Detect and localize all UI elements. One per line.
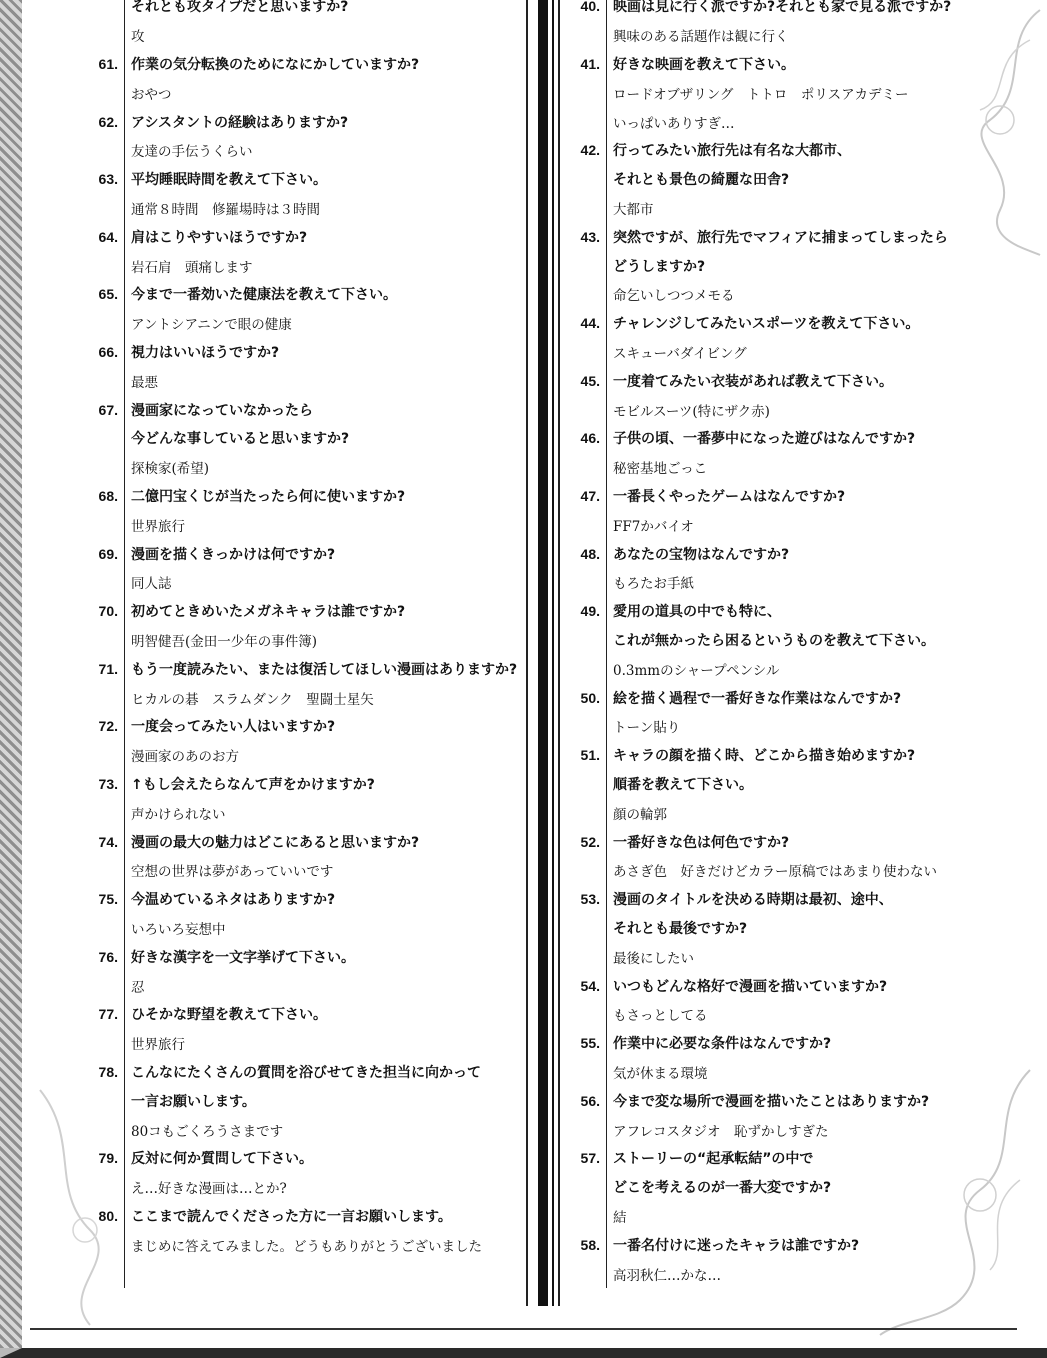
question-number xyxy=(566,21,606,50)
question-text: 漫画を描くきっかけは何ですか? xyxy=(124,539,520,568)
question-number xyxy=(566,338,606,367)
question-row xyxy=(566,1144,1002,1173)
question-number xyxy=(84,568,124,597)
question-row xyxy=(84,165,520,194)
question-text: もう一度読みたい、または復活してほしい漫画はありますか? xyxy=(124,654,520,683)
question-number xyxy=(566,1115,606,1144)
answer-text: もろたお手紙 xyxy=(606,568,1002,597)
question-row xyxy=(84,107,520,136)
question-number xyxy=(566,856,606,885)
answer-text: 最後にしたい xyxy=(606,942,1002,971)
question-text: 反対に何か質問して下さい。 xyxy=(124,1144,520,1173)
question-number: 80. xyxy=(98,1207,118,1224)
question-row xyxy=(566,0,1002,21)
question-row xyxy=(566,971,1002,1000)
answer-row xyxy=(566,654,1002,683)
question-text: ↑もし会えたらなんて声をかけますか? xyxy=(124,770,520,799)
question-text: 初めてときめいたメガネキャラは誰ですか? xyxy=(124,597,520,626)
question-row xyxy=(566,626,1002,655)
question-text: どうしますか? xyxy=(606,251,1002,280)
question-number: 40. xyxy=(580,0,600,15)
question-number: 63. xyxy=(98,171,118,188)
question-number: 70. xyxy=(98,603,118,620)
answer-row xyxy=(84,309,520,338)
question-text: 突然ですが、旅行先でマフィアに捕まってしまったら xyxy=(606,222,1002,251)
answer-row xyxy=(84,1259,520,1288)
question-row xyxy=(566,366,1002,395)
question-number xyxy=(566,453,606,482)
answer-row xyxy=(84,1173,520,1202)
question-text: 二億円宝くじが当たったら何に使いますか? xyxy=(124,482,520,511)
question-row xyxy=(566,424,1002,453)
answer-text: 命乞いしつつメモる xyxy=(606,280,1002,309)
question-number: 56. xyxy=(580,1092,600,1109)
question-number: 50. xyxy=(580,689,600,706)
question-number: 42. xyxy=(580,142,600,159)
question-text: ひそかな野望を教えて下さい。 xyxy=(124,1000,520,1029)
question-row xyxy=(566,1029,1002,1058)
question-text: キャラの顔を描く時、どこから描き始めますか? xyxy=(606,741,1002,770)
question-text: 映画は見に行く派ですか?それとも家で見る派ですか? xyxy=(606,0,1002,21)
answer-text: 結 xyxy=(606,1202,1002,1231)
question-row xyxy=(566,50,1002,79)
question-row xyxy=(566,914,1002,943)
question-number: 76. xyxy=(98,948,118,965)
question-number xyxy=(566,280,606,309)
answer-text: え…好きな漫画は…とか? xyxy=(124,1173,520,1202)
answer-text: 友達の手伝うくらい xyxy=(124,136,520,165)
question-text: 漫画家になっていなかったら xyxy=(124,395,520,424)
question-text: どこを考えるのが一番大変ですか? xyxy=(606,1173,1002,1202)
question-row xyxy=(84,424,520,453)
question-row xyxy=(566,1173,1002,1202)
answer-row xyxy=(84,971,520,1000)
question-text: それとも攻タイプだと思いますか? xyxy=(124,0,520,21)
answer-row xyxy=(566,78,1002,107)
question-row xyxy=(566,309,1002,338)
question-row xyxy=(84,395,520,424)
question-number xyxy=(566,1173,606,1202)
question-row xyxy=(84,1144,520,1173)
question-row xyxy=(84,1058,520,1087)
answer-text: 通常８時間 修羅場時は３時間 xyxy=(124,194,520,223)
answer-text: ヒカルの碁 スラムダンク 聖闘士星矢 xyxy=(124,683,520,712)
answer-text: 80コもごくろうさまです xyxy=(124,1115,520,1144)
answer-row xyxy=(84,453,520,482)
question-row xyxy=(84,338,520,367)
question-number xyxy=(566,251,606,280)
question-number: 64. xyxy=(98,228,118,245)
question-number: 79. xyxy=(98,1150,118,1167)
answer-text: おやつ xyxy=(124,78,520,107)
answer-text: 明智健吾(金田一少年の事件簿) xyxy=(124,626,520,655)
question-number: 78. xyxy=(98,1063,118,1080)
question-number xyxy=(84,1259,124,1288)
question-row xyxy=(566,482,1002,511)
question-row xyxy=(84,885,520,914)
answer-row xyxy=(566,510,1002,539)
question-number xyxy=(566,165,606,194)
answer-text: 0.3mmのシャープペンシル xyxy=(606,654,1002,683)
column-divider-line xyxy=(552,0,554,1306)
answer-text: 高羽秋仁…かな… xyxy=(606,1259,1002,1288)
question-text: それとも景色の綺麗な田舎? xyxy=(606,165,1002,194)
answer-row xyxy=(84,1230,520,1259)
answer-row xyxy=(566,1058,1002,1087)
decorative-border-left xyxy=(0,0,22,1348)
question-row xyxy=(566,827,1002,856)
question-number xyxy=(84,626,124,655)
answer-row xyxy=(566,798,1002,827)
question-row xyxy=(566,1230,1002,1259)
question-text: 順番を教えて下さい。 xyxy=(606,770,1002,799)
question-number xyxy=(84,510,124,539)
answer-text: まじめに答えてみました。どうもありがとうございました xyxy=(124,1230,520,1259)
answer-row xyxy=(566,1000,1002,1029)
question-row xyxy=(566,165,1002,194)
column-divider xyxy=(526,0,560,1306)
answer-row xyxy=(84,626,520,655)
question-text: 作業中に必要な条件はなんですか? xyxy=(606,1029,1002,1058)
question-number xyxy=(84,1173,124,1202)
question-number xyxy=(84,194,124,223)
question-row xyxy=(84,0,520,21)
question-row xyxy=(566,136,1002,165)
answer-text: FF7かバイオ xyxy=(606,510,1002,539)
question-row xyxy=(84,280,520,309)
question-number: 45. xyxy=(580,372,600,389)
question-number: 73. xyxy=(98,775,118,792)
answer-row xyxy=(84,1029,520,1058)
question-row xyxy=(566,597,1002,626)
answer-text: 世界旅行 xyxy=(124,1029,520,1058)
question-row xyxy=(566,885,1002,914)
question-row xyxy=(566,770,1002,799)
answer-row xyxy=(84,683,520,712)
question-number: 74. xyxy=(98,833,118,850)
question-text: 平均睡眠時間を教えて下さい。 xyxy=(124,165,520,194)
answer-row xyxy=(566,712,1002,741)
question-number: 41. xyxy=(580,55,600,72)
question-number xyxy=(566,510,606,539)
question-text: 今まで一番効いた健康法を教えて下さい。 xyxy=(124,280,520,309)
answer-text: 大都市 xyxy=(606,194,1002,223)
answer-row xyxy=(566,395,1002,424)
question-number xyxy=(84,309,124,338)
question-number xyxy=(84,424,124,453)
question-number xyxy=(84,21,124,50)
answer-text: 同人誌 xyxy=(124,568,520,597)
question-number xyxy=(84,453,124,482)
answer-text: スキューバダイビング xyxy=(606,338,1002,367)
question-text: 一度着てみたい衣装があれば教えて下さい。 xyxy=(606,366,1002,395)
answer-row xyxy=(84,251,520,280)
question-number: 55. xyxy=(580,1035,600,1052)
question-number: 44. xyxy=(580,315,600,332)
question-text: これが無かったら困るというものを教えて下さい。 xyxy=(606,626,1002,655)
answer-text: アフレコスタジオ 恥ずかしすぎた xyxy=(606,1115,1002,1144)
question-number xyxy=(84,683,124,712)
question-row xyxy=(84,942,520,971)
question-number: 48. xyxy=(580,545,600,562)
answer-row xyxy=(566,107,1002,136)
question-text: ストーリーの“起承転結”の中で xyxy=(606,1144,1002,1173)
answer-text: いろいろ妄想中 xyxy=(124,914,520,943)
question-number: 52. xyxy=(580,833,600,850)
question-number xyxy=(566,942,606,971)
question-text: 愛用の道具の中でも特に、 xyxy=(606,597,1002,626)
question-row xyxy=(566,683,1002,712)
question-number: 62. xyxy=(98,113,118,130)
question-row xyxy=(566,1086,1002,1115)
question-text: 漫画の最大の魅力はどこにあると思いますか? xyxy=(124,827,520,856)
question-number xyxy=(84,856,124,885)
question-number: 47. xyxy=(580,487,600,504)
answer-row xyxy=(84,510,520,539)
question-text: チャレンジしてみたいスポーツを教えて下さい。 xyxy=(606,309,1002,338)
question-number: 69. xyxy=(98,545,118,562)
answer-row xyxy=(566,280,1002,309)
answer-row xyxy=(84,568,520,597)
question-number xyxy=(84,0,124,21)
answer-text: 空想の世界は夢があっていいです xyxy=(124,856,520,885)
question-number: 57. xyxy=(580,1150,600,1167)
question-row xyxy=(566,251,1002,280)
question-number: 72. xyxy=(98,718,118,735)
left-question-column xyxy=(84,0,520,1306)
question-number: 58. xyxy=(580,1236,600,1253)
question-number xyxy=(566,1000,606,1029)
answer-text: アントシアニンで眼の健康 xyxy=(124,309,520,338)
answer-row xyxy=(566,21,1002,50)
question-number: 67. xyxy=(98,401,118,418)
question-text: 視力はいいほうですか? xyxy=(124,338,520,367)
question-text: 漫画のタイトルを決める時期は最初、途中、 xyxy=(606,885,1002,914)
answer-text: 漫画家のあのお方 xyxy=(124,741,520,770)
question-text: あなたの宝物はなんですか? xyxy=(606,539,1002,568)
question-number xyxy=(84,741,124,770)
answer-row xyxy=(566,1115,1002,1144)
question-text: 行ってみたい旅行先は有名な大都市、 xyxy=(606,136,1002,165)
answer-text: 秘密基地ごっこ xyxy=(606,453,1002,482)
question-number xyxy=(84,971,124,1000)
question-number xyxy=(566,107,606,136)
question-row xyxy=(566,539,1002,568)
answer-row xyxy=(84,741,520,770)
answer-text: 顔の輪郭 xyxy=(606,798,1002,827)
question-row xyxy=(84,827,520,856)
question-number: 68. xyxy=(98,487,118,504)
question-number xyxy=(566,798,606,827)
question-row xyxy=(84,770,520,799)
question-row xyxy=(84,1202,520,1231)
question-number xyxy=(566,770,606,799)
question-number xyxy=(566,1058,606,1087)
question-number xyxy=(566,194,606,223)
answer-row xyxy=(566,856,1002,885)
question-number xyxy=(84,914,124,943)
question-row xyxy=(84,1086,520,1115)
question-text: 今温めているネタはありますか? xyxy=(124,885,520,914)
question-number xyxy=(566,654,606,683)
question-row xyxy=(566,222,1002,251)
question-number: 71. xyxy=(98,660,118,677)
answer-row xyxy=(566,1202,1002,1231)
question-row xyxy=(84,50,520,79)
question-row xyxy=(84,222,520,251)
question-number xyxy=(566,568,606,597)
question-text: 一番長くやったゲームはなんですか? xyxy=(606,482,1002,511)
question-number: 65. xyxy=(98,286,118,303)
question-number xyxy=(566,395,606,424)
question-text: 肩はこりやすいほうですか? xyxy=(124,222,520,251)
question-number: 43. xyxy=(580,228,600,245)
answer-row xyxy=(566,194,1002,223)
answer-text xyxy=(124,1259,520,1288)
question-row xyxy=(84,597,520,626)
question-text: 一番好きな色は何色ですか? xyxy=(606,827,1002,856)
answer-row xyxy=(84,21,520,50)
question-number xyxy=(84,136,124,165)
answer-row xyxy=(84,798,520,827)
answer-row xyxy=(84,366,520,395)
question-text: 今まで変な場所で漫画を描いたことはありますか? xyxy=(606,1086,1002,1115)
answer-row xyxy=(84,194,520,223)
answer-row xyxy=(84,856,520,885)
answer-row xyxy=(84,914,520,943)
question-text: 一番名付けに迷ったキャラは誰ですか? xyxy=(606,1230,1002,1259)
question-number xyxy=(84,1029,124,1058)
answer-text: 興味のある話題作は観に行く xyxy=(606,21,1002,50)
column-divider-bar xyxy=(538,0,548,1306)
question-text: 絵を描く過程で一番好きな作業はなんですか? xyxy=(606,683,1002,712)
answer-row xyxy=(84,136,520,165)
question-row xyxy=(84,712,520,741)
answer-row xyxy=(84,1115,520,1144)
answer-row xyxy=(566,568,1002,597)
answer-text: 声かけられない xyxy=(124,798,520,827)
question-number: 51. xyxy=(580,747,600,764)
question-number xyxy=(566,1202,606,1231)
bottom-rule xyxy=(30,1328,1017,1330)
right-question-column xyxy=(566,0,1002,1306)
question-text: いつもどんな格好で漫画を描いていますか? xyxy=(606,971,1002,1000)
question-number xyxy=(566,78,606,107)
answer-text: いっぱいありすぎ… xyxy=(606,107,1002,136)
answer-text: モビルスーツ(特にザク赤) xyxy=(606,395,1002,424)
answer-text: 攻 xyxy=(124,21,520,50)
question-number: 46. xyxy=(580,430,600,447)
answer-text: 探検家(希望) xyxy=(124,453,520,482)
answer-row xyxy=(566,338,1002,367)
question-text: 一度会ってみたい人はいますか? xyxy=(124,712,520,741)
answer-text: トーン貼り xyxy=(606,712,1002,741)
answer-text: 岩石肩 頭痛します xyxy=(124,251,520,280)
question-row xyxy=(84,1000,520,1029)
answer-text: 世界旅行 xyxy=(124,510,520,539)
question-text: 作業の気分転換のためになにかしていますか? xyxy=(124,50,520,79)
question-number xyxy=(566,914,606,943)
answer-row xyxy=(84,78,520,107)
question-number xyxy=(566,712,606,741)
question-text: それとも最後ですか? xyxy=(606,914,1002,943)
question-number: 66. xyxy=(98,343,118,360)
question-number: 53. xyxy=(580,891,600,908)
answer-row xyxy=(566,942,1002,971)
question-row xyxy=(566,741,1002,770)
question-text: 好きな映画を教えて下さい。 xyxy=(606,50,1002,79)
answer-text: 最悪 xyxy=(124,366,520,395)
answer-text: 気が休まる環境 xyxy=(606,1058,1002,1087)
question-number xyxy=(84,1086,124,1115)
question-number xyxy=(84,251,124,280)
question-number xyxy=(84,78,124,107)
question-number: 77. xyxy=(98,1006,118,1023)
question-number xyxy=(84,366,124,395)
question-number: 75. xyxy=(98,891,118,908)
question-text: 子供の頃、一番夢中になった遊びはなんですか? xyxy=(606,424,1002,453)
question-number: 49. xyxy=(580,603,600,620)
question-row xyxy=(84,654,520,683)
question-row xyxy=(84,482,520,511)
question-number xyxy=(566,626,606,655)
answer-text: あさぎ色 好きだけどカラー原稿ではあまり使わない xyxy=(606,856,1002,885)
answer-text: 忍 xyxy=(124,971,520,1000)
question-text: ここまで読んでくださった方に一言お願いします。 xyxy=(124,1202,520,1231)
question-text: 一言お願いします。 xyxy=(124,1086,520,1115)
question-number xyxy=(84,1115,124,1144)
question-row xyxy=(84,539,520,568)
answer-text: もさっとしてる xyxy=(606,1000,1002,1029)
question-number: 54. xyxy=(580,977,600,994)
question-number xyxy=(84,1230,124,1259)
answer-row xyxy=(566,1259,1002,1288)
question-text: アシスタントの経験はありますか? xyxy=(124,107,520,136)
question-number: 61. xyxy=(98,55,118,72)
question-text: こんなにたくさんの質問を浴びせてきた担当に向かって xyxy=(124,1058,520,1087)
answer-text: ロードオブザリング トトロ ポリスアカデミー xyxy=(606,78,1002,107)
question-text: 好きな漢字を一文字挙げて下さい。 xyxy=(124,942,520,971)
question-number xyxy=(566,1259,606,1288)
answer-row xyxy=(566,453,1002,482)
question-number xyxy=(84,798,124,827)
question-text: 今どんな事していると思いますか? xyxy=(124,424,520,453)
